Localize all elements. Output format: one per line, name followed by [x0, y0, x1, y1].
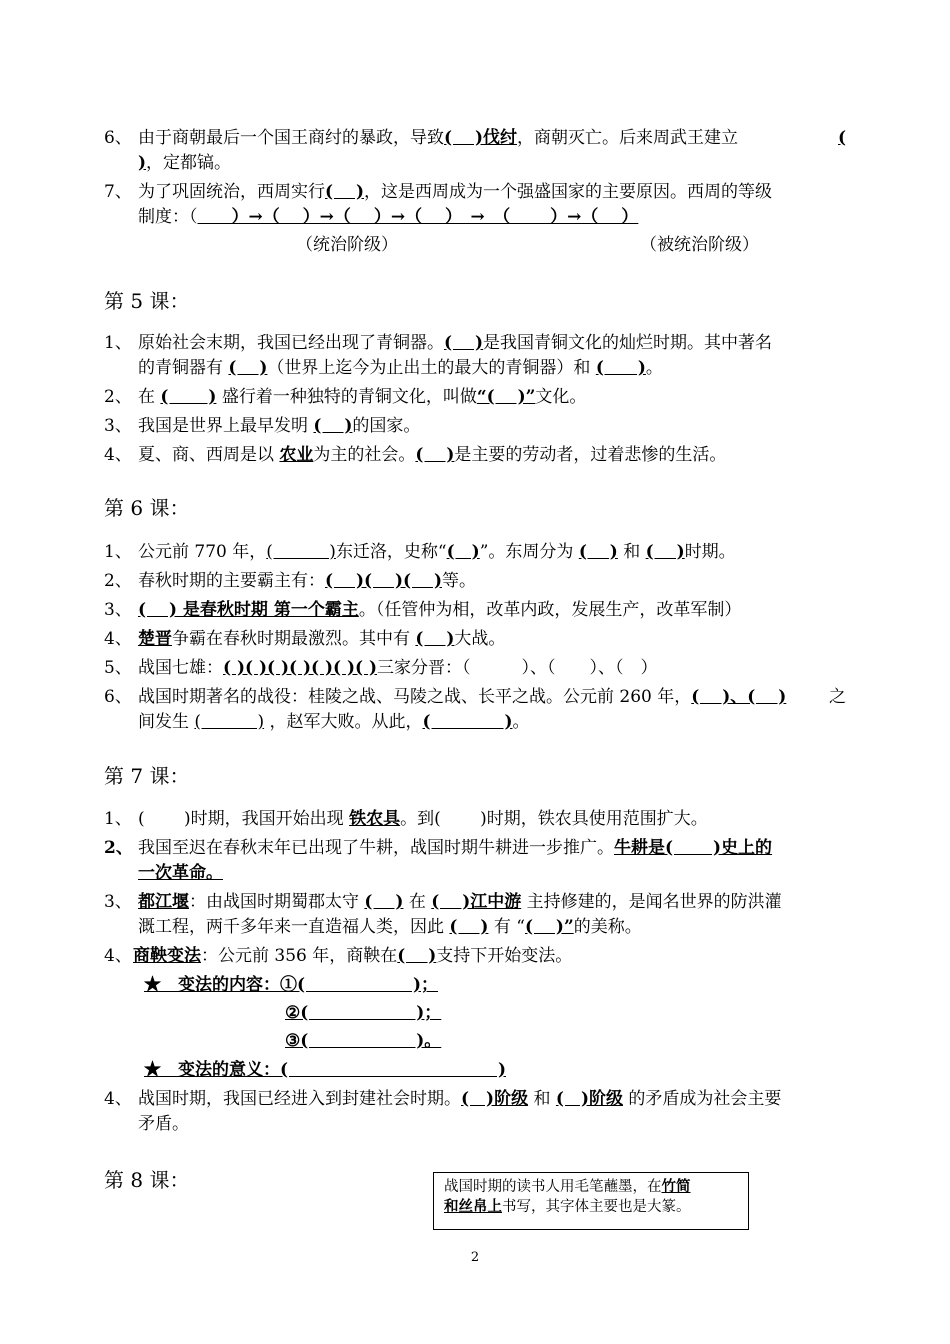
- question-text: ，定都镐。: [146, 153, 232, 173]
- answer-blank: ( ) 是春秋时期 第一个霸主: [138, 600, 359, 620]
- question-number: 6、: [104, 128, 132, 148]
- note-box: [433, 1172, 749, 1230]
- question-number: 1、: [104, 542, 132, 562]
- question-text: 时期。: [684, 542, 736, 562]
- answer-blank: ( )( )( )( )( )( )( ): [223, 658, 378, 678]
- question-text: 制度：（: [138, 207, 198, 227]
- note-text: 书写，其字体主要也是大篆。: [502, 1199, 691, 1215]
- question-number: 1、: [104, 809, 132, 829]
- answer-blank: ): [138, 153, 147, 173]
- question-text: 支持下开始变法。: [436, 946, 573, 966]
- question-text: 我国是世界上最早发明: [138, 416, 308, 436]
- question-text: 战国时期著名的战役：桂陵之战、马陵之战、长平之战。公元前 260 年，: [138, 687, 692, 707]
- question-text: ：公元前 356 年，商鞅在: [201, 946, 398, 966]
- question-text: 主持修建的，是闻名世界的防洪灌: [526, 892, 782, 912]
- answer-keyword: 商鞅变法: [133, 946, 201, 966]
- answer-keyword: 楚晋: [138, 629, 172, 649]
- question-text: 之: [829, 687, 846, 707]
- question-number: 2、: [104, 571, 132, 591]
- answer-blank: ( ): [422, 712, 513, 732]
- question-number: 5、: [104, 658, 132, 678]
- answer-blank: 牛耕是( )史上的: [614, 838, 773, 858]
- answer-blank: ( )( )( ): [325, 571, 443, 591]
- question-text: 等。: [442, 571, 477, 591]
- answer-blank: ( ): [595, 358, 646, 378]
- question-text: 为了巩固统治，西周实行: [138, 182, 325, 202]
- question-text: 原始社会末期，我国已经出现了青铜器。: [138, 333, 444, 353]
- hierarchy-blanks: ）→（ ）→（ ）→（ ） → （ ）→（ ）: [197, 207, 639, 227]
- question-text: 为主的社会。: [313, 445, 416, 465]
- ruled-class-label: （被统治阶级）: [640, 235, 759, 255]
- question-text: 争霸在春秋时期最激烈。其中有: [172, 629, 410, 649]
- question-text: ”。东周分为: [479, 542, 574, 562]
- question-text: 战国七雄：: [138, 658, 223, 678]
- question-number: 4、: [104, 946, 132, 966]
- question-text: ，赵军大败。从此，: [269, 712, 423, 732]
- lesson-7-heading: 第 7 课：: [104, 764, 190, 788]
- answer-keyword: 都江堰: [138, 892, 189, 912]
- question-text: 和: [533, 1089, 551, 1109]
- question-text: 由于商朝最后一个国王商纣的暴政，导致: [138, 128, 444, 148]
- question-text: 我国至迟在春秋末年已出现了牛耕，战国时期牛耕进一步推广。: [138, 838, 614, 858]
- question-number: 2、: [104, 838, 133, 858]
- lesson-8-heading: 第 8 课：: [104, 1168, 190, 1192]
- answer-blank: ( ): [446, 542, 480, 562]
- question-text: 大战。: [454, 629, 506, 649]
- question-number: 3、: [104, 892, 132, 912]
- answer-blank: ( ): [325, 182, 365, 202]
- answer-blank: ( ): [364, 892, 404, 912]
- question-text: 。到( )时期，铁农具使用范围扩大。: [400, 809, 708, 829]
- answer-blank: ( ): [160, 387, 217, 407]
- note-text: 战国时期的读书人用毛笔蘸墨，在: [444, 1179, 662, 1195]
- reform-content-2: ②( )；: [285, 1003, 442, 1023]
- answer-blank: ( )”: [524, 917, 574, 937]
- answer-blank: ( ): [415, 629, 455, 649]
- question-text: 有 “: [493, 917, 525, 937]
- question-text: （世界上迄今为止出土的最大的青铜器）和: [267, 358, 591, 378]
- answer-blank: ( ): [397, 946, 437, 966]
- question-number: 4、: [104, 629, 132, 649]
- ruling-class-label: （统治阶级）: [296, 235, 398, 255]
- question-text: 是主要的劳动者，过着悲惨的生活。: [454, 445, 727, 465]
- question-text: 在: [138, 387, 155, 407]
- question-text: 和: [623, 542, 641, 562]
- answer-blank: (: [838, 128, 847, 148]
- question-text: 战国时期，我国已经进入到封建社会时期。: [138, 1089, 461, 1109]
- lesson-6-heading: 第 6 课：: [104, 496, 190, 520]
- question-text: 春秋时期的主要霸主有：: [138, 571, 325, 591]
- answer-blank: “( )”: [476, 387, 536, 407]
- question-text: 文化。: [535, 387, 587, 407]
- question-number: 4、: [104, 1089, 132, 1109]
- question-text: 间发生: [138, 712, 189, 732]
- question-text: 在: [408, 892, 426, 912]
- answer-blank: ( ): [228, 358, 268, 378]
- question-text: 东迁洛，史称“: [335, 542, 447, 562]
- question-number: 2、: [104, 387, 132, 407]
- question-text: 。: [645, 358, 663, 378]
- answer-blank: ( ): [415, 445, 455, 465]
- lesson-5-heading: 第 5 课：: [104, 289, 190, 313]
- question-number: 4、: [104, 445, 132, 465]
- answer-blank: ( )阶级: [461, 1089, 529, 1109]
- answer-blank: ( ): [313, 416, 353, 436]
- question-text: 公元前 770 年，: [138, 542, 267, 562]
- page-number: 2: [470, 1250, 480, 1265]
- question-text: 的国家。: [352, 416, 421, 436]
- question-number: 3、: [104, 416, 132, 436]
- note-keyword: 竹简: [661, 1178, 691, 1195]
- answer-blank: ( ): [194, 712, 265, 732]
- question-text: 的美称。: [573, 917, 642, 937]
- answer-blank: ( )阶级: [555, 1089, 623, 1109]
- answer-keyword: 铁农具: [349, 809, 401, 829]
- question-number: 3、: [104, 600, 132, 620]
- question-text: 盛行着一种独特的青铜文化，叫做: [221, 387, 477, 407]
- question-text: ：由战国时期蜀郡太守: [189, 892, 359, 912]
- question-text: 溉工程，两千多年来一直造福人类，因此: [138, 917, 444, 937]
- answer-blank: ( )、( ): [691, 687, 787, 707]
- question-text: 是我国青铜文化的灿烂时期。其中著名: [483, 333, 773, 353]
- reform-meaning: ★ 变法的意义：( ): [144, 1060, 507, 1080]
- answer-blank: ( ): [444, 333, 484, 353]
- answer-blank: ( ): [266, 542, 336, 562]
- answer-blank: ( ): [645, 542, 685, 562]
- question-number: 1、: [104, 333, 132, 353]
- question-text: 。（任管仲为相，改革内政，发展生产，改革军制）: [358, 600, 742, 620]
- reform-content-1: ★ 变法的内容：①( )；: [144, 975, 439, 995]
- answer-blank: ( )江中游: [431, 892, 522, 912]
- question-number: 7、: [104, 182, 132, 202]
- question-text: ( )时期，我国开始出现: [138, 809, 344, 829]
- question-text: 的青铜器有: [138, 358, 223, 378]
- question-text: 三家分晋：（ ）、（ ）、（ ）: [377, 658, 658, 678]
- question-text: 矛盾。: [138, 1114, 189, 1134]
- answer-blank: ( ): [578, 542, 618, 562]
- question-text: 。: [512, 712, 530, 732]
- question-text: ，商朝灭亡。后来周武王建立: [517, 128, 739, 148]
- reform-content-3: ③( )。: [285, 1031, 442, 1051]
- answer-blank: ( ): [449, 917, 489, 937]
- question-text: ，这是西周成为一个强盛国家的主要原因。西周的等级: [364, 182, 773, 202]
- answer-blank: 一次革命。: [138, 863, 223, 883]
- answer-blank: ( )伐纣: [444, 128, 518, 148]
- note-keyword: 和丝帛上: [444, 1198, 502, 1215]
- question-text: 的矛盾成为社会主要: [628, 1089, 782, 1109]
- question-number: 6、: [104, 687, 132, 707]
- answer-keyword: 农业: [279, 445, 314, 465]
- question-text: 夏、商、西周是以: [138, 445, 274, 465]
